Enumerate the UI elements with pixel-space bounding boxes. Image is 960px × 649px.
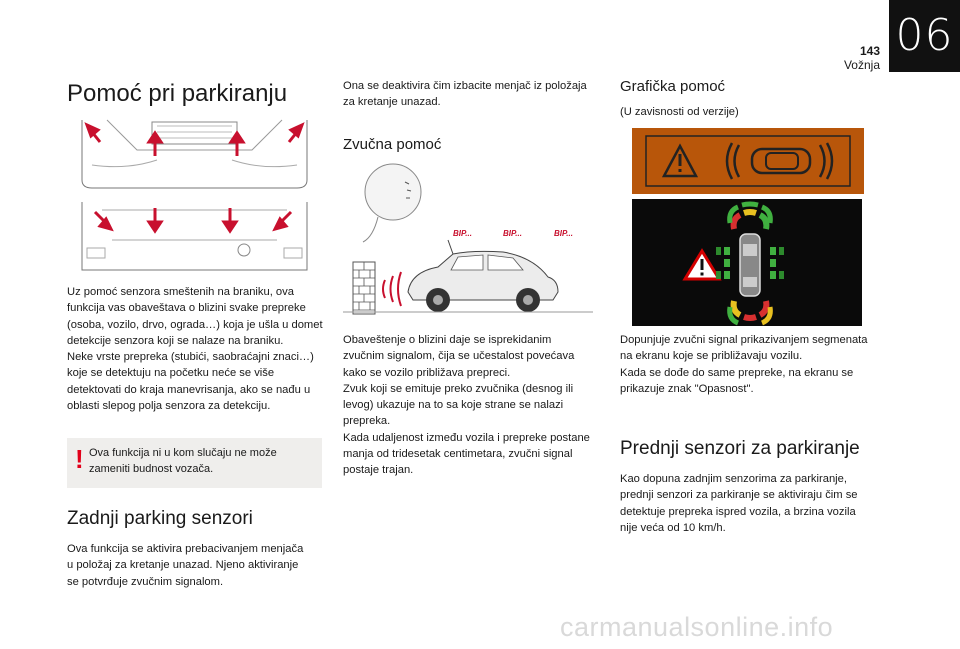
deactivation-text: Ona se deaktivira čim izbacite menjač iz položaja za kretanje unazad. [343, 80, 587, 109]
version-note: (U zavisnosti od verzije) [620, 106, 739, 118]
front-sensors-heading: Prednji senzori za parkiranje [620, 438, 860, 459]
paragraph: Zvuk koji se emituje preko zvučnika (desnog ili levog) ukazuje na to sa koje strane se nalazi prepreka. [343, 382, 574, 428]
front-sensors-text: Kao dopuna zadnjim senzorima za parkiranje, prednji senzori za parkiranje se aktiviraju čim se detektuje prepreka ispred vozila, a brzina vozila nije veća od 10 km/h. [620, 473, 858, 534]
car-bumper-sensors-illustration [67, 110, 322, 280]
graphic-assist-text [620, 332, 875, 397]
warning-text: Ova funkcija ni u kom slučaju ne može zameniti budnost vozača. [89, 447, 277, 475]
paragraph: Obaveštenje o blizini daje se isprekidanim zvučnim signalom, čija se učestalost povećava kako se vozilo približava prepreci. [343, 334, 575, 379]
warning-box [67, 438, 322, 488]
audible-assist-heading: Zvučna pomoć [343, 136, 442, 153]
watermark: carmanualsonline.info [560, 612, 834, 642]
page-number: 143 [859, 44, 880, 58]
beep-label: BIP... [453, 229, 472, 238]
chapter-tab: 06 [889, 0, 960, 72]
section-title: Vožnja [843, 58, 880, 72]
paragraph: Neke vrste prepreka (stubići, saobraćajni znaci…) koje se detektuju na početku neće se više detektovati do kraja manevrisanja, ako se nađu u oblasti slepog polja senzora za detekciju. [67, 351, 314, 413]
beep-label: BIP... [554, 229, 573, 238]
paragraph: Kada udaljenost između vozila i prepreke postane manja od tridesetak centimetara, zvučni signal postaje trajan. [343, 431, 590, 477]
rear-sensors-text: Ova funkcija se aktivira prebacivanjem menjača u položaj za kretanje unazad. Njeno aktiviranje se potvrđuje zvučnim signalom. [67, 543, 304, 588]
touchscreen-display [632, 199, 862, 326]
page-title: Pomoć pri parkiranju [67, 80, 288, 107]
graphic-assist-heading: Grafička pomoć [620, 78, 726, 95]
paragraph: Dopunjuje zvučni signal prikazivanjem segmenata na ekranu koje se približavaju vozilu. [620, 334, 868, 363]
beep-label: BIP... [503, 229, 522, 238]
warning-icon: ! [75, 444, 84, 474]
instrument-panel-display [632, 128, 864, 194]
rear-sensors-heading: Zadnji parking senzori [67, 508, 253, 529]
paragraph: Uz pomoć senzora smeštenih na braniku, ova funkcija vas obaveštava o blizini svake prepreke (osoba, vozilo, drvo, ograda…) koja je ušla u domet detekcije senzora koji se nalaze na braniku. [67, 286, 323, 347]
audible-assist-illustration [343, 162, 593, 322]
intro-text [67, 284, 325, 414]
audible-assist-text [343, 332, 595, 479]
paragraph: Kada se dođe do same prepreke, na ekranu se prikazuje znak "Opasnost". [620, 366, 854, 395]
